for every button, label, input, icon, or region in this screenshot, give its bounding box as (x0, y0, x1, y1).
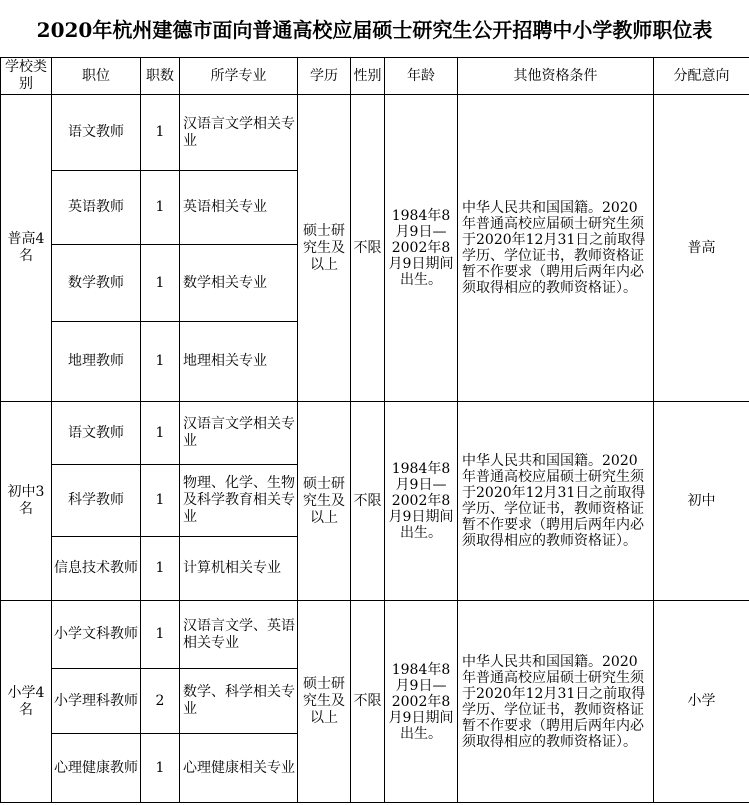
allocation-cell: 小学 (654, 601, 749, 803)
count-cell: 1 (141, 601, 180, 669)
other-conditions-cell: 中华人民共和国国籍。2020年普通高校应届硕士研究生须于2020年12月31日之前取得学历、学位证书，教师资格证暂不作要求（聘用后两年内必须取得相应的教师资格证）。 (458, 95, 654, 402)
position-cell: 小学理科教师 (52, 669, 141, 734)
count-cell: 1 (141, 171, 180, 245)
count-cell: 1 (141, 734, 180, 803)
position-cell: 语文教师 (52, 402, 141, 465)
count-cell: 1 (141, 537, 180, 601)
major-cell: 物理、化学、生物及科学教育相关专业 (180, 465, 298, 537)
header-position: 职位 (52, 58, 141, 95)
header-education: 学历 (298, 58, 351, 95)
page-title: 2020年杭州建德市面向普通高校应届硕士研究生公开招聘中小学教师职位表 (36, 18, 713, 42)
major-cell: 地理相关专业 (180, 322, 298, 402)
position-cell: 地理教师 (52, 322, 141, 402)
age-cell: 1984年8月9日—2002年8月9日期间出生。 (385, 402, 458, 601)
major-cell: 汉语言文学相关专业 (180, 95, 298, 171)
allocation-cell: 初中 (654, 402, 749, 601)
position-cell: 数学教师 (52, 245, 141, 322)
major-cell: 心理健康相关专业 (180, 734, 298, 803)
position-cell: 语文教师 (52, 95, 141, 171)
position-cell: 科学教师 (52, 465, 141, 537)
position-cell: 小学文科教师 (52, 601, 141, 669)
header-age: 年龄 (385, 58, 458, 95)
education-cell: 硕士研究生及以上 (298, 95, 351, 402)
education-cell: 硕士研究生及以上 (298, 601, 351, 803)
count-cell: 1 (141, 322, 180, 402)
other-conditions-cell: 中华人民共和国国籍。2020年普通高校应届硕士研究生须于2020年12月31日之前取得学历、学位证书，教师资格证暂不作要求（聘用后两年内必须取得相应的教师资格证）。 (458, 402, 654, 601)
major-cell: 数学相关专业 (180, 245, 298, 322)
major-cell: 数学、科学相关专业 (180, 669, 298, 734)
header-row (1, 58, 749, 95)
count-cell: 2 (141, 669, 180, 734)
other-conditions-cell: 中华人民共和国国籍。2020年普通高校应届硕士研究生须于2020年12月31日之前取得学历、学位证书，教师资格证暂不作要求（聘用后两年内必须取得相应的教师资格证）。 (458, 601, 654, 803)
major-cell: 英语相关专业 (180, 171, 298, 245)
age-cell: 1984年8月9日—2002年8月9日期间出生。 (385, 601, 458, 803)
gender-cell: 不限 (351, 95, 385, 402)
header-other: 其他资格条件 (458, 58, 654, 95)
count-cell: 1 (141, 245, 180, 322)
gender-cell: 不限 (351, 601, 385, 803)
header-allocation: 分配意向 (654, 58, 749, 95)
positions-table (0, 57, 749, 803)
position-cell: 英语教师 (52, 171, 141, 245)
header-school-type: 学校类别 (1, 58, 52, 95)
major-cell: 计算机相关专业 (180, 537, 298, 601)
table-row (1, 402, 749, 465)
allocation-cell: 普高 (654, 95, 749, 402)
age-cell: 1984年8月9日—2002年8月9日期间出生。 (385, 95, 458, 402)
school-type-cell: 普高4名 (1, 95, 52, 402)
count-cell: 1 (141, 95, 180, 171)
school-type-cell: 初中3名 (1, 402, 52, 601)
header-gender: 性别 (351, 58, 385, 95)
count-cell: 1 (141, 465, 180, 537)
position-cell: 心理健康教师 (52, 734, 141, 803)
major-cell: 汉语言文学相关专业 (180, 402, 298, 465)
major-cell: 汉语言文学、英语相关专业 (180, 601, 298, 669)
school-type-cell: 小学4名 (1, 601, 52, 803)
header-count: 职数 (141, 58, 180, 95)
table-row (1, 95, 749, 171)
position-cell: 信息技术教师 (52, 537, 141, 601)
gender-cell: 不限 (351, 402, 385, 601)
education-cell: 硕士研究生及以上 (298, 402, 351, 601)
table-row (1, 601, 749, 669)
count-cell: 1 (141, 402, 180, 465)
header-major: 所学专业 (180, 58, 298, 95)
